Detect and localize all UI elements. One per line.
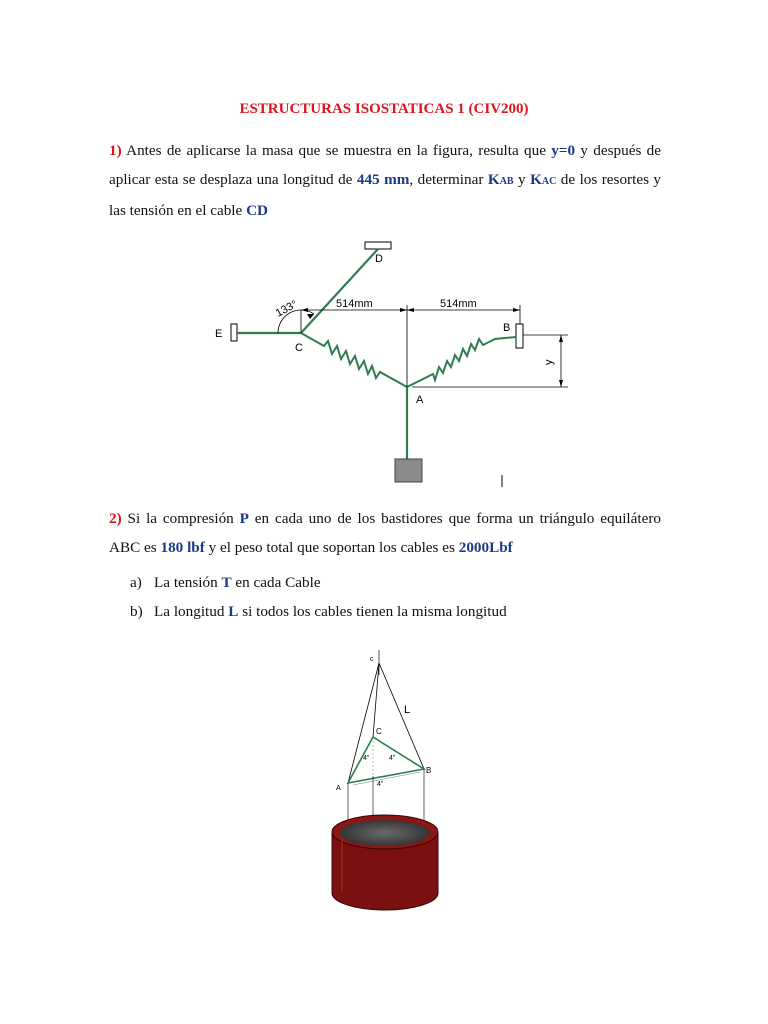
- list-item-text: La tensión T en cada Cable: [154, 574, 321, 591]
- problem-1-number: 1): [109, 142, 122, 159]
- problem-2-fragment: en cada uno de los bastidores que forma un triángulo equilátero ABC es: [109, 510, 661, 556]
- list-marker: b): [130, 603, 143, 620]
- problem-2-fragment: Si la compresión: [121, 510, 240, 527]
- dim-label-y: y: [543, 359, 555, 365]
- label-c2: C: [376, 727, 382, 736]
- problem-1-fragment: Antes de aplicarse la masa que se muestra en la figura, resulta que: [121, 142, 552, 159]
- hook-label: c: [370, 656, 374, 663]
- cable-to-b: [379, 663, 424, 769]
- spring-system-figure: [200, 235, 580, 495]
- spring-ac: [301, 333, 407, 387]
- problem-1-fragment: y después de aplicar esta se desplaza una longitud de: [109, 142, 662, 188]
- k-ac-symbol: KAC: [530, 171, 557, 188]
- dim-label-3: 4": [377, 781, 384, 788]
- angle-label: 133°: [273, 298, 300, 320]
- problem-2-text: [109, 504, 661, 562]
- problem-1-fragment: , determinar: [409, 171, 488, 188]
- dim-label-right: 514mm: [440, 298, 477, 310]
- cable-tripod-figure: [320, 645, 450, 915]
- list-item: [130, 568, 507, 597]
- label-a: A: [416, 394, 424, 406]
- question-list: [130, 568, 507, 626]
- compression-symbol: P: [239, 510, 249, 527]
- problem-2-number: 2): [109, 510, 122, 527]
- support-d: [365, 242, 391, 249]
- problem-2-fragment: y el peso total que soportan los cables es: [204, 539, 459, 556]
- label-l: L: [404, 704, 411, 716]
- cable-cd-label: CD: [246, 202, 268, 219]
- support-e: [231, 324, 237, 341]
- cable-cd: [301, 249, 378, 333]
- label-c: C: [295, 342, 303, 354]
- y-zero-value: y=0: [551, 142, 576, 159]
- bucket-gravel: [340, 820, 430, 846]
- label-b: B: [503, 322, 511, 334]
- k-ab-symbol: KAB: [487, 171, 514, 188]
- label-d: D: [375, 253, 383, 265]
- dim-label-1: 4": [363, 755, 370, 762]
- spring-ab: [407, 337, 516, 387]
- dim-label-left: 514mm: [336, 298, 373, 310]
- list-item-text: La longitud L si todos los cables tienen la misma longitud: [154, 603, 507, 620]
- problem-1-text: [109, 136, 661, 225]
- label-a2: A: [336, 785, 341, 792]
- displacement-value: 445 mm: [356, 171, 410, 188]
- hanging-mass: [395, 459, 422, 482]
- list-marker: a): [130, 574, 142, 591]
- triangle-frame: [348, 737, 424, 783]
- support-b: [516, 324, 523, 348]
- dim-label-2: 4": [389, 755, 396, 762]
- problem-1-fragment: de los resortes y las tensión en el cable: [109, 171, 662, 219]
- compression-value: 180 lbf: [160, 539, 205, 556]
- page-title: ESTRUCTURAS ISOSTATICAS 1 (CIV200): [239, 101, 529, 117]
- label-e: E: [215, 328, 223, 340]
- problem-1-fragment: y: [513, 171, 531, 188]
- total-weight-value: 2000Lbf: [458, 539, 513, 556]
- list-item: [130, 597, 507, 626]
- label-b2: B: [426, 766, 432, 775]
